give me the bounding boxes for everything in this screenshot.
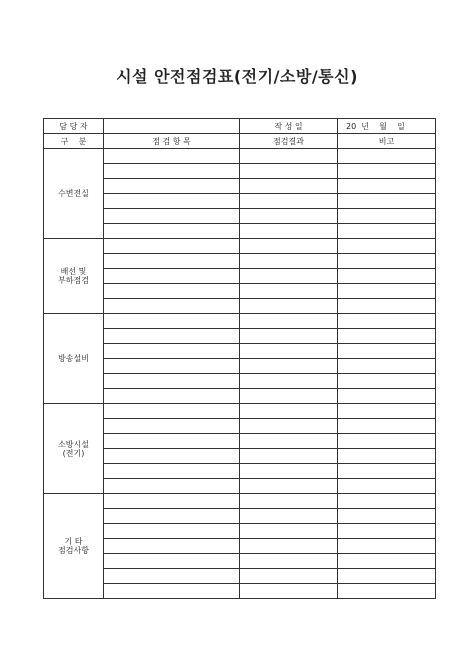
table-row: [44, 494, 436, 509]
result-cell[interactable]: [240, 494, 338, 509]
item-header: 점 검 항 목: [104, 134, 240, 149]
section-label: 소방시설 (전기): [44, 404, 104, 494]
header-row: [44, 119, 436, 134]
note-cell[interactable]: [338, 224, 436, 239]
manager-label: 담 당 자: [44, 119, 104, 134]
page-title: 시설 안전점검표(전기/소방/통신): [116, 67, 358, 86]
table-row: [44, 314, 436, 329]
note-cell[interactable]: [338, 509, 436, 524]
note-cell[interactable]: [338, 389, 436, 404]
item-cell[interactable]: [104, 344, 240, 359]
note-cell[interactable]: [338, 329, 436, 344]
note-cell[interactable]: [338, 434, 436, 449]
item-cell[interactable]: [104, 179, 240, 194]
column-header-row: [44, 134, 436, 149]
result-cell[interactable]: [240, 224, 338, 239]
result-cell[interactable]: [240, 314, 338, 329]
item-cell[interactable]: [104, 374, 240, 389]
result-cell[interactable]: [240, 554, 338, 569]
table-row: [44, 239, 436, 254]
note-cell[interactable]: [338, 194, 436, 209]
note-cell[interactable]: [338, 149, 436, 164]
note-cell[interactable]: [338, 419, 436, 434]
result-cell[interactable]: [240, 284, 338, 299]
note-header: 비고: [338, 134, 436, 149]
item-cell[interactable]: [104, 389, 240, 404]
note-cell[interactable]: [338, 449, 436, 464]
item-cell[interactable]: [104, 209, 240, 224]
item-cell[interactable]: [104, 239, 240, 254]
category-header: 구 분: [44, 134, 104, 149]
result-cell[interactable]: [240, 479, 338, 494]
table-row: [44, 149, 436, 164]
item-cell[interactable]: [104, 269, 240, 284]
item-cell[interactable]: [104, 479, 240, 494]
date-field[interactable]: 20 년 월 일: [338, 119, 436, 134]
result-cell[interactable]: [240, 194, 338, 209]
note-cell[interactable]: [338, 524, 436, 539]
note-cell[interactable]: [338, 464, 436, 479]
section-label: 배선 및 부하점검: [44, 239, 104, 314]
item-cell[interactable]: [104, 419, 240, 434]
result-cell[interactable]: [240, 509, 338, 524]
item-cell[interactable]: [104, 494, 240, 509]
note-cell[interactable]: [338, 239, 436, 254]
result-cell[interactable]: [240, 374, 338, 389]
result-cell[interactable]: [240, 149, 338, 164]
inspection-table: [43, 118, 436, 599]
item-cell[interactable]: [104, 539, 240, 554]
result-cell[interactable]: [240, 524, 338, 539]
item-cell[interactable]: [104, 569, 240, 584]
note-cell[interactable]: [338, 374, 436, 389]
item-cell[interactable]: [104, 314, 240, 329]
item-cell[interactable]: [104, 509, 240, 524]
result-cell[interactable]: [240, 239, 338, 254]
result-cell[interactable]: [240, 584, 338, 599]
item-cell[interactable]: [104, 164, 240, 179]
manager-field[interactable]: [104, 119, 240, 134]
item-cell[interactable]: [104, 284, 240, 299]
note-cell[interactable]: [338, 269, 436, 284]
result-cell[interactable]: [240, 329, 338, 344]
note-cell[interactable]: [338, 539, 436, 554]
result-cell[interactable]: [240, 449, 338, 464]
note-cell[interactable]: [338, 299, 436, 314]
item-cell[interactable]: [104, 359, 240, 374]
section-label: 기 타 점검사항: [44, 494, 104, 599]
result-cell[interactable]: [240, 539, 338, 554]
result-cell[interactable]: [240, 164, 338, 179]
result-cell[interactable]: [240, 179, 338, 194]
item-cell[interactable]: [104, 329, 240, 344]
note-cell[interactable]: [338, 404, 436, 419]
item-cell[interactable]: [104, 584, 240, 599]
result-cell[interactable]: [240, 359, 338, 374]
item-cell[interactable]: [104, 449, 240, 464]
note-cell[interactable]: [338, 284, 436, 299]
result-cell[interactable]: [240, 254, 338, 269]
note-cell[interactable]: [338, 569, 436, 584]
note-cell[interactable]: [338, 554, 436, 569]
result-cell[interactable]: [240, 269, 338, 284]
table-row: [44, 404, 436, 419]
item-cell[interactable]: [104, 554, 240, 569]
item-cell[interactable]: [104, 434, 240, 449]
note-cell[interactable]: [338, 209, 436, 224]
result-cell[interactable]: [240, 209, 338, 224]
result-cell[interactable]: [240, 419, 338, 434]
result-cell[interactable]: [240, 344, 338, 359]
item-cell[interactable]: [104, 149, 240, 164]
result-cell[interactable]: [240, 434, 338, 449]
item-cell[interactable]: [104, 464, 240, 479]
note-cell[interactable]: [338, 164, 436, 179]
note-cell[interactable]: [338, 344, 436, 359]
item-cell[interactable]: [104, 299, 240, 314]
item-cell[interactable]: [104, 224, 240, 239]
date-label: 작 성 일: [240, 119, 338, 134]
note-cell[interactable]: [338, 479, 436, 494]
note-cell[interactable]: [338, 494, 436, 509]
note-cell[interactable]: [338, 179, 436, 194]
result-cell[interactable]: [240, 299, 338, 314]
section-label: 수변전실: [44, 149, 104, 239]
note-cell[interactable]: [338, 314, 436, 329]
result-cell[interactable]: [240, 569, 338, 584]
note-cell[interactable]: [338, 359, 436, 374]
result-header: 점검결과: [240, 134, 338, 149]
result-cell[interactable]: [240, 389, 338, 404]
result-cell[interactable]: [240, 404, 338, 419]
note-cell[interactable]: [338, 254, 436, 269]
item-cell[interactable]: [104, 404, 240, 419]
section-label: 방송설비: [44, 314, 104, 404]
note-cell[interactable]: [338, 584, 436, 599]
item-cell[interactable]: [104, 194, 240, 209]
item-cell[interactable]: [104, 524, 240, 539]
result-cell[interactable]: [240, 464, 338, 479]
item-cell[interactable]: [104, 254, 240, 269]
